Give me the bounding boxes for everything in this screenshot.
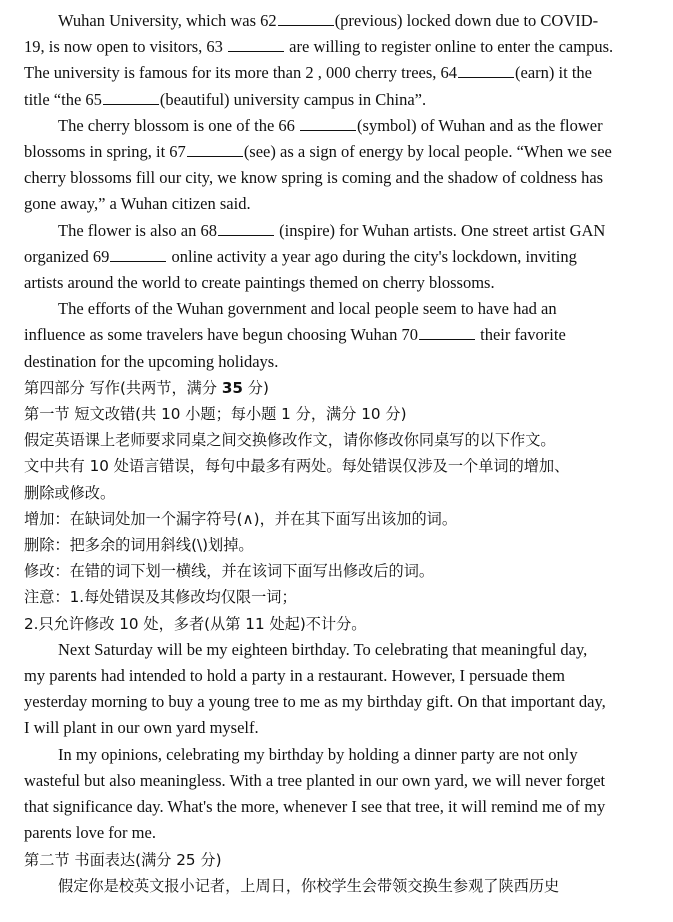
text: (beautiful) university campus in China”. [159, 89, 427, 109]
text: (symbol) of Wuhan and as the flower [357, 115, 603, 135]
text: Wuhan University, which was 62 [58, 11, 277, 30]
text: online activity a year ago during the city's lockdown, inviting [171, 246, 577, 266]
answer-blank-62[interactable] [278, 11, 334, 26]
answer-blank-69[interactable] [110, 247, 166, 262]
text: The university is famous for its more than 2 , 000 cherry trees, 64 [24, 63, 458, 83]
text-line: artists around the world to create paintings themed on cherry blossoms. [24, 273, 495, 293]
exam-page [24, 8, 650, 899]
text: their favorite [480, 325, 566, 345]
text: title “the 65 [24, 89, 102, 109]
answer-blank-65[interactable] [103, 90, 159, 105]
text-line: gone away,” a Wuhan citizen said. [24, 194, 251, 214]
title-score: 35 [221, 378, 243, 397]
passage-paragraph-4 [24, 296, 650, 375]
instruction-line: 假定英语课上老师要求同桌之间交换修改作文，请你修改你同桌写的以下作文。 [24, 431, 556, 450]
title-text: 分) [242, 378, 269, 397]
passage-paragraph-3 [24, 218, 650, 297]
answer-blank-70[interactable] [419, 325, 475, 340]
note-1: 注意：1.每处错误及其修改均仅限一词； [24, 588, 297, 607]
rule-delete: 删除：把多余的词用斜线(\)划掉。 [24, 536, 254, 555]
answer-blank-68[interactable] [218, 221, 274, 236]
text: (previous) locked down due to COVID- [334, 11, 599, 30]
title-text: 第四部分 写作(共两节，满分 [24, 378, 222, 397]
passage-paragraph-1 [24, 8, 650, 113]
text-line: destination for the upcoming holidays. [24, 351, 279, 371]
text: blossoms in spring, it 67 [24, 142, 186, 162]
section1-title: 第一节 短文改错(共 10 小题；每小题 1 分，满分 10 分) [24, 405, 407, 424]
essay-line: I will plant in our own yard myself. [24, 718, 259, 738]
section2-title: 第二节 书面表达(满分 25 分) [24, 850, 222, 869]
text: are willing to register online to enter the campus. [289, 37, 614, 57]
essay-line: yesterday morning to buy a young tree to me as my birthday gift. On that important day, [24, 692, 606, 712]
rule-modify: 修改：在错的词下划一横线，并在该词下面写出修改后的词。 [24, 562, 435, 581]
note-2: 2.只允许修改 10 处，多者(从第 11 处起)不计分。 [24, 614, 367, 633]
text: (inspire) for Wuhan artists. One street artist GAN [279, 220, 606, 240]
text: The cherry blossom is one of the 66 [58, 115, 295, 135]
text: The flower is also an 68 [58, 220, 217, 240]
text: influence as some travelers have begun choosing Wuhan 70 [24, 325, 418, 345]
part4-title [24, 375, 650, 401]
answer-blank-67[interactable] [187, 142, 243, 157]
answer-blank-64[interactable] [458, 63, 514, 78]
essay-line: In my opinions, celebrating my birthday by holding a dinner party are not only [58, 744, 578, 764]
instruction-line: 删除或修改。 [24, 483, 116, 502]
text: (earn) it the [515, 63, 592, 83]
text: organized 69 [24, 246, 110, 266]
rule-add: 增加：在缺词处加一个漏字符号(∧)，并在其下面写出该加的词。 [24, 509, 458, 528]
answer-blank-66[interactable] [300, 116, 356, 131]
essay-line: parents love for me. [24, 823, 156, 843]
essay [24, 637, 650, 847]
essay-line: that significance day. What's the more, whenever I see that tree, it will remind me of my [24, 797, 606, 817]
answer-blank-63[interactable] [228, 37, 284, 52]
text-line: The efforts of the Wuhan government and local people seem to have had an [58, 299, 557, 319]
instruction-line: 文中共有 10 处语言错误，每句中最多有两处。每处错误仅涉及一个单词的增加、 [24, 457, 570, 476]
essay-line: wasteful but also meaningless. With a tree planted in our own yard, we will never forget [24, 770, 606, 790]
essay-line: Next Saturday will be my eighteen birthday. To celebrating that meaningful day, [58, 639, 588, 659]
passage-paragraph-2 [24, 113, 650, 218]
text: (see) as a sign of energy by local people. “When we see [243, 142, 612, 162]
text-line: cherry blossoms fill our city, we know spring is coming and the shadow of coldness has [24, 168, 604, 188]
essay-line: my parents had intended to hold a party in a restaurant. However, I persuade them [24, 666, 565, 686]
text: 19, is now open to visitors, 63 [24, 37, 223, 57]
section2-line: 假定你是校英文报小记者，上周日，你校学生会带领交换生参观了陕西历史 [58, 876, 560, 895]
